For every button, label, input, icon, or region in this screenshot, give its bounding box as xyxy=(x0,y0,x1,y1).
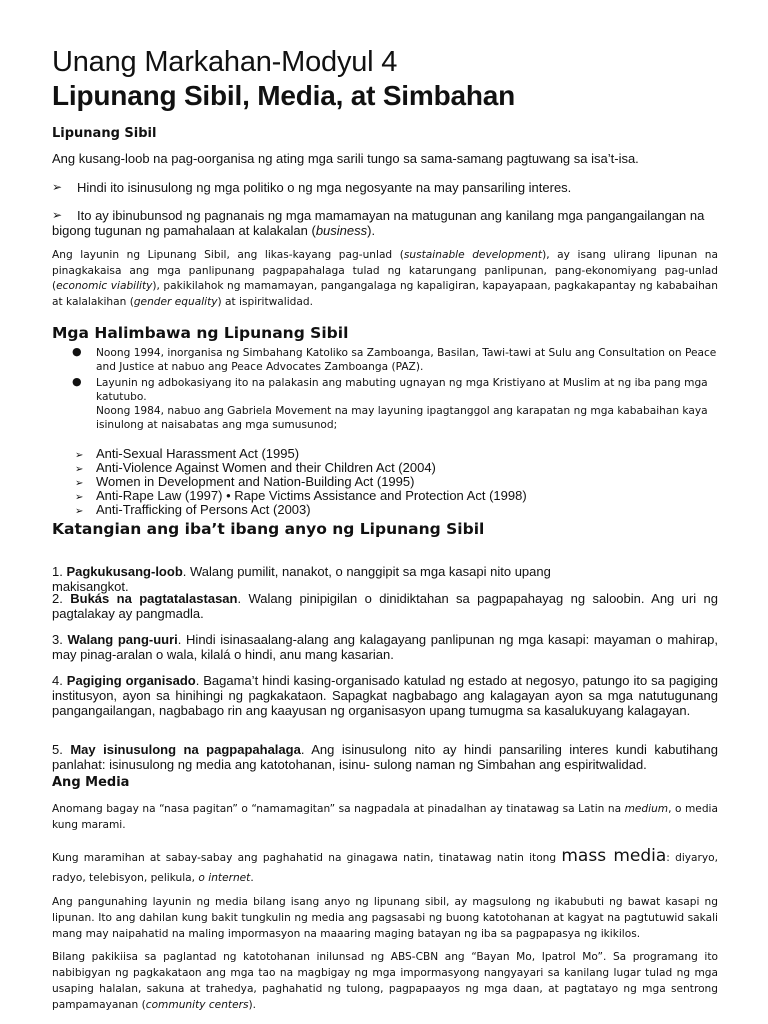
media-paragraph-4: Bilang pakikiisa sa paglantad ng katotohanan inilunsad ng ABS-CBN ang “Bayan Mo, Ipatrol Mo”. Sa programang ito nabibigyan ng pagkakataon ang mga tao na magbigay ng mga impormasyong nangyayari sa kanilang lugar tulad ng mga usaping halalan, sakuna at trahedya, paghahatid ng tulong, pagpapaayos ng mga daan, at pagtatayo ng mga sentrong pampamayanan (community centers). xyxy=(52,951,718,1011)
laws-list xyxy=(75,447,527,517)
trait-item-2: 2. Bukás na pagtatalastasan. Walang pinipigilan o dinidiktahan sa pagpapahayag ng saloobin. Ang uri ng pagtalakay ay pangmadla. xyxy=(52,591,718,621)
bullet-politiko: Hindi ito isinusulong ng mga politiko o ng mga negosyante na may pansariling interes. xyxy=(77,180,572,195)
bullet-pagnanais: Ito ay ibinubunsod ng pagnanais ng mga mamamayan na matugunan ang kanilang mga pangangailangan na bigong tugunan ng pamahalaan at kalakalan (business). xyxy=(52,208,705,238)
arrowhead-bullet-icon: ➢ xyxy=(75,464,84,475)
title-line-2: Lipunang Sibil, Media, at Simbahan xyxy=(52,80,516,111)
arrow-bullet-icon: ➢ xyxy=(52,208,63,222)
example-item-2: Layunin ng adbokasiyang ito na palakasin ang mabuting ugnayan ng mga Kristiyano at Muslim at ng iba pang mga katutubo. xyxy=(96,377,708,403)
dot-bullet-icon: ● xyxy=(72,345,82,358)
media-paragraph-3: Ang pangunahing layunin ng media bilang isang anyo ng lipunang sibil, ay magsulong ng ikabubuti ng bawat kasapi ng lipunan. Ito ang dahilan kung bakit tungkulin ng media ang pagsasabi ng buong katotohanan at kagyat na pagtutuwid sakali mang may naipahatid na maling impormasyon na maaaring maging batayan ng iba sa pagpapasya ng ikikilos. xyxy=(52,896,718,940)
definition-paragraph: Ang kusang-loob na pag-oorganisa ng ating mga sarili tungo sa sama-samang pagtuwang sa isa’t-isa. xyxy=(52,151,639,166)
arrowhead-bullet-icon: ➢ xyxy=(75,506,84,517)
list-item: ➢ Anti-Sexual Harassment Act (1995) xyxy=(75,446,300,461)
list-item: ➢ Women in Development and Nation-Building Act (1995) xyxy=(75,474,415,489)
list-item: ➢ Anti-Violence Against Women and their Children Act (2004) xyxy=(75,460,436,475)
title-line-1: Unang Markahan-Modyul 4 xyxy=(52,46,398,78)
list-item: ➢ Anti-Rape Law (1997) • Rape Victims Assistance and Protection Act (1998) xyxy=(75,488,527,503)
trait-item-1: 1. Pagkukusang-loob. Walang pumilit, nanakot, o nanggipit sa mga kasapi nito upang makisangkot. xyxy=(52,564,551,594)
section-heading-halimbawa: Mga Halimbawa ng Lipunang Sibil xyxy=(52,324,349,342)
section-heading-lipunang-sibil: Lipunang Sibil xyxy=(52,126,157,141)
list-item: ➢ Anti-Trafficking of Persons Act (2003) xyxy=(75,502,311,517)
media-paragraph-2: Kung maramihan at sabay-sabay ang paghahatid na ginagawa natin, tinatawag natin itong mass media: diyaryo, radyo, telebisyon, pelikula, o internet. xyxy=(52,846,719,884)
arrow-bullet-icon: ➢ xyxy=(52,180,63,194)
media-paragraph-1: Anomang bagay na “nasa pagitan” o “namamagitan” sa nagpadala at pinadalhan ay tinatawag sa Latin na medium, o media kung marami. xyxy=(52,803,718,831)
arrowhead-bullet-icon: ➢ xyxy=(75,450,84,461)
section-heading-katangian: Katangian ang iba’t ibang anyo ng Lipunang Sibil xyxy=(52,520,485,538)
example-item-1: Noong 1994, inorganisa ng Simbahang Katoliko sa Zamboanga, Basilan, Tawi-tawi at Sulu ang Consultation on Peace and Justice at nabuo ang Peace Advocates Zamboanga (PAZ). xyxy=(96,347,717,373)
goal-paragraph: Ang layunin ng Lipunang Sibil, ang likas-kayang pag-unlad (sustainable development), ay isang ulirang lipunan na pinagkakaisa ang mga panlipunang pagpapahalaga tulad ng katarungang panlipunan, pang-ekonomiyang pag-unlad (economic viability), pakikilahok ng mamamayan, pangangalaga ng kapaligiran, kapayapaan, pagkakapantay ng kababaihan at kalalakihan (gender equality) at ispiritwalidad. xyxy=(52,249,719,308)
trait-item-5: 5. May isinusulong na pagpapahalaga. Ang isinusulong nito ay hindi pansariling interes kundi kabutihang panlahat: isinusulong ng media ang katotohanan, isinu- sulong naman ng Simbahan ang espiritwalidad. xyxy=(52,742,718,772)
arrowhead-bullet-icon: ➢ xyxy=(75,478,84,489)
example-item-2-continued: Noong 1984, nabuo ang Gabriela Movement na may layuning ipagtanggol ang karapatan ng mga kababaihan kaya isinulong at naisabatas ang mga sumusunod; xyxy=(96,405,708,431)
trait-item-4: 4. Pagiging organisado. Bagama’t hindi kasing-organisado katulad ng estado at negosyo, patungo ito sa pagiging institusyon, ayon sa hinihingi ng pagkakataon. Sapagkat nagbabago ang kalagayan ayon sa mga natutugunang pangangailangan, nagbabago rin ang kaayusan ng organisasyon upang tumugma sa kasalukuyang kalagayan. xyxy=(52,673,718,718)
dot-bullet-icon: ● xyxy=(72,375,82,388)
arrowhead-bullet-icon: ➢ xyxy=(75,492,84,503)
trait-item-3: 3. Walang pang-uuri. Hindi isinasaalang-alang ang kalagayang panlipunan ng mga kasapi: mayaman o mahirap, may pinag-aralan o wala, kilalá o hindi, anu mang kasarian. xyxy=(52,632,718,662)
section-heading-media: Ang Media xyxy=(52,775,130,790)
